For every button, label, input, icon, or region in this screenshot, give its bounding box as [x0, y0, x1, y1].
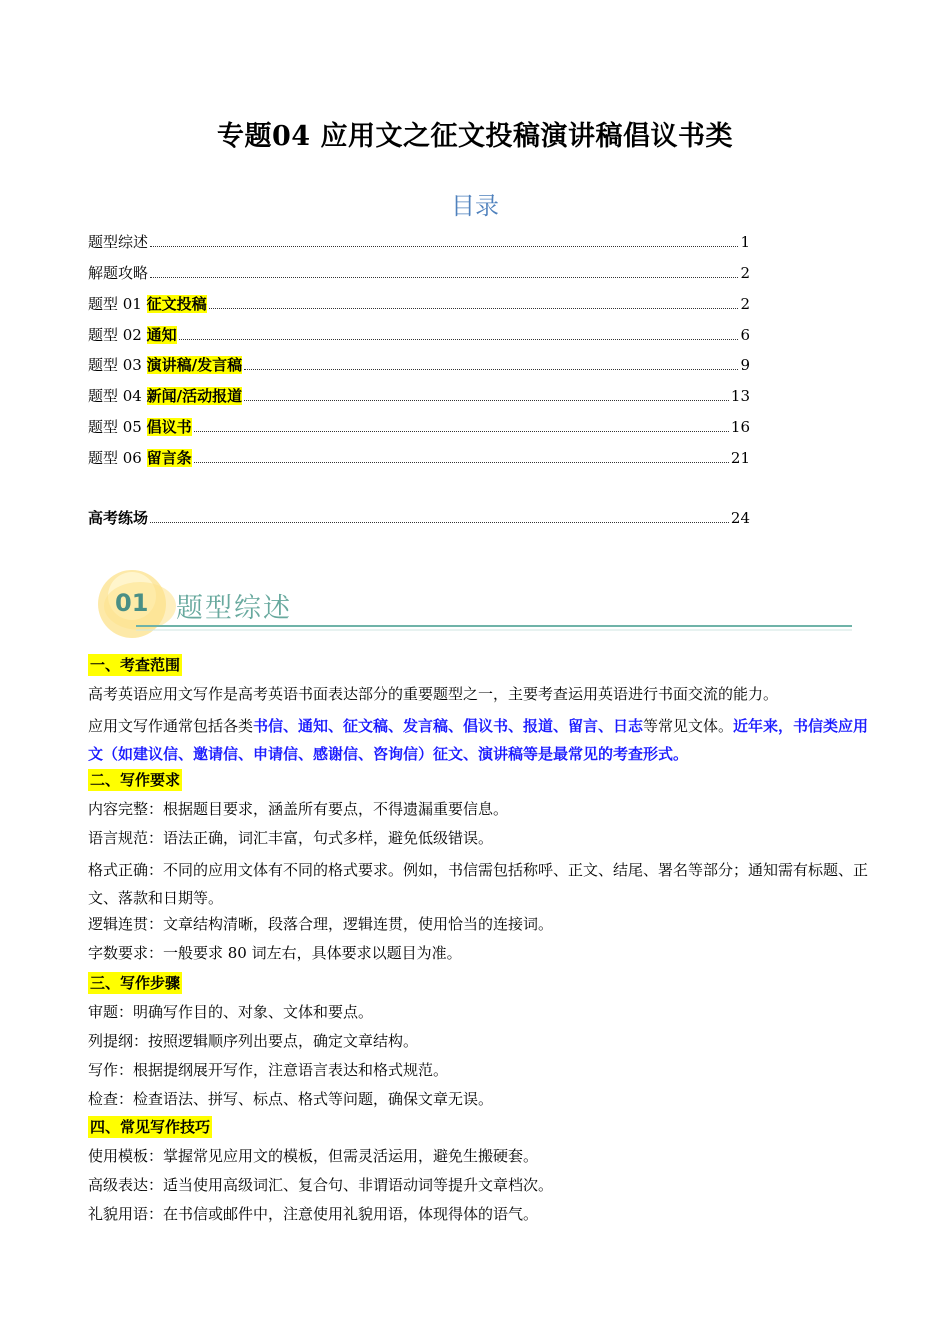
emphasis-text: 书信、通知、征文稿、发言稿、倡议书、报道、留言、日志 — [253, 717, 644, 735]
toc-entry-label: 解题攻略 — [88, 264, 149, 282]
toc-entry-label: 题型 02 通知 — [88, 326, 177, 344]
toc-leader-dots — [150, 277, 738, 278]
toc-entry-page: 16 — [730, 418, 750, 436]
paragraph: 高考英语应用文写作是高考英语书面表达部分的重要题型之一，主要考查运用英语进行书面交流的能力。 — [88, 685, 779, 703]
toc-entry-highlight: 留言条 — [146, 449, 192, 467]
section-heading: 二、写作要求 — [90, 771, 181, 789]
list-item: 语言规范：语法正确，词汇丰富，句式多样，避免低级错误。 — [88, 829, 494, 847]
toc-entry-page: 1 — [740, 233, 750, 251]
emphasis-text: 近年来，书信类应用文（如建议信、邀请信、申请信、感谢信、咨询信）征文、演讲稿等是最常见的考查形式。 — [88, 717, 869, 763]
paragraph: 应用文写作通常包括各类书信、通知、征文稿、发言稿、倡议书、报道、留言、日志等常见文体。近年来，书信类应用文（如建议信、邀请信、申请信、感谢信、咨询信）征文、演讲稿等是最常见的考查形式。 — [88, 717, 869, 763]
page-title: 专题04 应用文之征文投稿演讲稿倡议书类 — [217, 121, 733, 152]
list-item: 格式正确：不同的应用文体有不同的格式要求。例如，书信需包括称呼、正文、结尾、署名等部分；通知需有标题、正文、落款和日期等。 — [88, 861, 869, 907]
toc-entry-label: 题型 03 演讲稿/发言稿 — [88, 356, 243, 374]
toc-entry-page: 6 — [740, 326, 750, 344]
list-item: 使用模板：掌握常见应用文的模板，但需灵活运用，避免生搬硬套。 — [88, 1147, 539, 1165]
toc-leader-dots — [194, 431, 729, 432]
toc-entry[interactable] — [88, 293, 750, 315]
toc-entry[interactable] — [88, 447, 750, 469]
toc-leader-dots — [244, 369, 738, 370]
section-number: 01 — [115, 589, 149, 617]
toc-entry-page: 2 — [740, 264, 750, 282]
toc-entry-label: 题型 01 征文投稿 — [88, 295, 207, 313]
list-item: 高级表达：适当使用高级词汇、复合句、非谓语动词等提升文章档次。 — [88, 1176, 554, 1194]
toc-entry[interactable] — [88, 262, 750, 284]
toc-entry-highlight: 通知 — [146, 326, 177, 344]
toc-entry-highlight: 征文投稿 — [146, 295, 207, 313]
list-item: 字数要求：一般要求 80 词左右，具体要求以题目为准。 — [88, 944, 462, 962]
toc-entry[interactable] — [88, 324, 750, 346]
toc-entry-label: 题型 06 留言条 — [88, 449, 192, 467]
toc-leader-dots — [194, 462, 729, 463]
list-item: 内容完整：根据题目要求，涵盖所有要点，不得遗漏重要信息。 — [88, 800, 509, 818]
toc-heading: 目录 — [451, 192, 499, 220]
toc-entry[interactable] — [88, 231, 750, 253]
toc-entry-highlight: 新闻/活动报道 — [146, 387, 243, 405]
toc-entry-page: 13 — [730, 387, 750, 405]
toc-entry[interactable] — [88, 385, 750, 407]
toc-entry[interactable] — [88, 354, 750, 376]
toc-entry-page: 21 — [730, 449, 750, 467]
toc-entry-label: 题型综述 — [88, 233, 149, 251]
toc-entry-page: 24 — [730, 509, 750, 527]
toc-entry-label: 高考练场 — [88, 509, 149, 527]
toc-entry-label: 题型 05 倡议书 — [88, 418, 192, 436]
list-item: 写作：根据提纲展开写作，注意语言表达和格式规范。 — [88, 1061, 449, 1079]
toc-leader-dots — [244, 400, 729, 401]
section-heading: 三、写作步骤 — [90, 974, 181, 992]
toc-leader-dots — [179, 339, 739, 340]
section-banner-title: 题型综述 — [176, 593, 292, 624]
toc-entry-highlight: 倡议书 — [146, 418, 192, 436]
toc-leader-dots — [150, 522, 729, 523]
toc-entry-label: 题型 04 新闻/活动报道 — [88, 387, 243, 405]
toc-leader-dots — [150, 246, 738, 247]
toc-entry-page: 2 — [740, 295, 750, 313]
toc-entry-page: 9 — [740, 356, 750, 374]
section-heading: 四、常见写作技巧 — [90, 1118, 211, 1136]
list-item: 礼貌用语：在书信或邮件中，注意使用礼貌用语，体现得体的语气。 — [88, 1205, 539, 1223]
section-heading: 一、考查范围 — [90, 656, 181, 674]
toc-entry-practice[interactable] — [88, 507, 750, 529]
list-item: 列提纲：按照逻辑顺序列出要点，确定文章结构。 — [88, 1032, 419, 1050]
list-item: 逻辑连贯：文章结构清晰，段落合理，逻辑连贯，使用恰当的连接词。 — [88, 915, 554, 933]
toc-entry-highlight: 演讲稿/发言稿 — [146, 356, 243, 374]
list-item: 检查：检查语法、拼写、标点、格式等问题，确保文章无误。 — [88, 1090, 494, 1108]
toc-leader-dots — [209, 308, 739, 309]
toc-entry[interactable] — [88, 416, 750, 438]
list-item: 审题：明确写作目的、对象、文体和要点。 — [88, 1003, 374, 1021]
